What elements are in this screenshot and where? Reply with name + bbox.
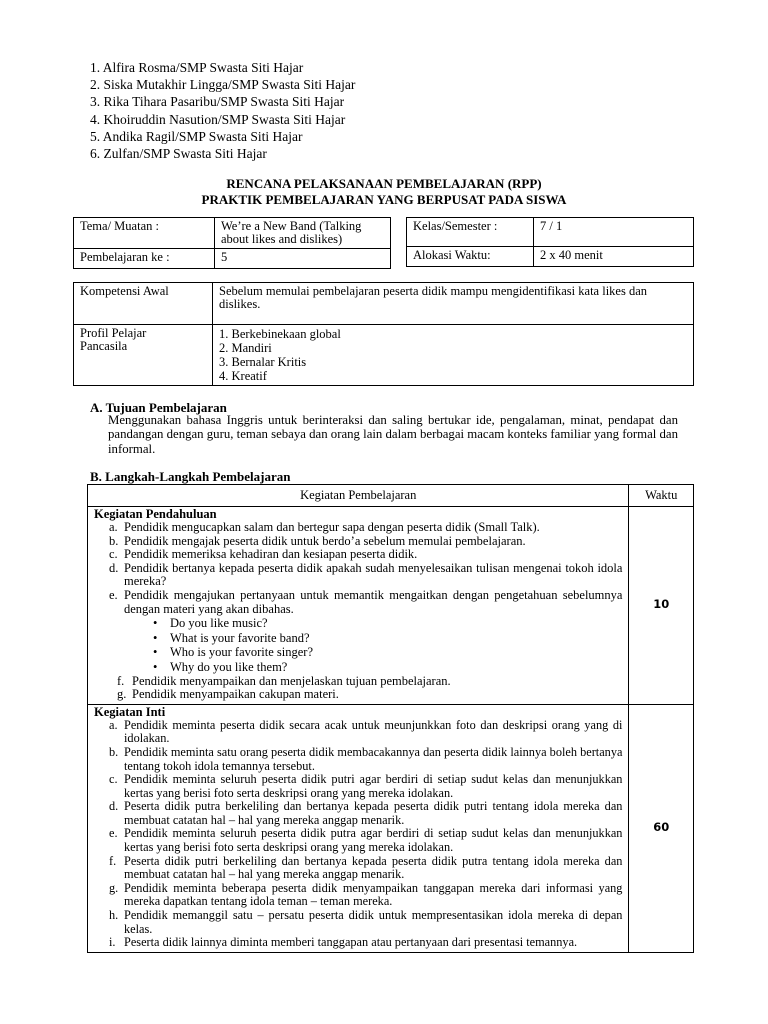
list-item: e. Pendidik mengajukan pertanyaan untuk memantik mengaitkan dengan pengetahuan sebelumnya dengan materi yang akan dibahas. bbox=[109, 587, 623, 616]
list-item: a. Pendidik mengucapkan salam dan bertegur sapa dengan peserta didik (Small Talk). bbox=[109, 520, 540, 534]
pendahuluan-list-end bbox=[102, 675, 622, 702]
question-item: • What is your favorite band? bbox=[94, 631, 622, 646]
alokasi-value: 2 x 40 menit bbox=[534, 247, 694, 267]
info-table-right bbox=[406, 217, 694, 267]
list-item: g. Pendidik menyampaikan cakupan materi. bbox=[117, 687, 339, 702]
section-b-heading: B. Langkah-Langkah Pembelajaran bbox=[90, 469, 291, 484]
profil-item: 3. Bernalar Kritis bbox=[219, 355, 307, 369]
list-item: h. Pendidik memanggil satu – persatu peserta didik untuk mempresentasikan idola mereka di depan kelas. bbox=[109, 908, 623, 936]
list-item: d. Pendidik bertanya kepada peserta didik apakah sudah menyelesaikan tulisan mengenai tokoh idola mereka? bbox=[109, 560, 623, 589]
list-item: f. Peserta didik putri berkeliling dan bertanya kepada peserta didik putra tentang idola mereka dan membuat catatan hal – hal yang mereka anggap menarik. bbox=[109, 853, 623, 882]
kompetensi-label: Kompetensi Awal bbox=[74, 283, 213, 325]
profil-label-line: Pancasila bbox=[80, 339, 128, 353]
section-a-body: Menggunakan bahasa Inggris untuk berinteraksi dan saling bertukar ide, pengalaman, minat, pendapat dan pandangan dengan guru, teman sebaya dan orang lain dalam berbagai macam konteks familiar yang formal dan informal. bbox=[108, 413, 678, 456]
author-item: 5. Andika Ragil/SMP Swasta Siti Hajar bbox=[90, 128, 303, 144]
profil-values bbox=[213, 325, 694, 386]
profil-item: 2. Mandiri bbox=[219, 341, 272, 355]
kompetensi-value: Sebelum memulai pembelajaran peserta didik mampu mengidentifikasi kata likes dan dislikes. bbox=[213, 283, 694, 325]
author-item: 2. Siska Mutakhir Lingga/SMP Swasta Siti Hajar bbox=[90, 77, 356, 93]
alokasi-label: Alokasi Waktu: bbox=[407, 247, 534, 267]
kelas-label: Kelas/Semester : bbox=[407, 218, 534, 247]
section-a-heading: A. Tujuan Pembelajaran bbox=[90, 400, 227, 415]
list-item: b. Pendidik mengajak peserta didik untuk berdo’a sebelum memulai pembelajaran. bbox=[109, 533, 526, 548]
pendahuluan-list bbox=[94, 521, 622, 616]
info-table-left bbox=[73, 217, 391, 269]
author-item: 4. Khoiruddin Nasution/SMP Swasta Siti Hajar bbox=[90, 111, 346, 127]
inti-list bbox=[94, 719, 622, 950]
list-item: e. Pendidik meminta seluruh peserta didik putra agar berdiri di setiap sudut kelas dan menunjukkan kertas yang berisi foto serta deskripsi orang yang mereka idolakan. bbox=[109, 826, 623, 855]
author-list bbox=[90, 59, 355, 162]
pendahuluan-cell bbox=[88, 507, 629, 705]
inti-cell bbox=[88, 704, 629, 952]
tema-label: Tema/ Muatan : bbox=[74, 218, 215, 249]
list-item: g. Pendidik meminta beberapa peserta didik menyampaikan tanggapan mereka dari informasi yang mereka dapatkan tentang idola teman – teman mereka. bbox=[109, 880, 623, 909]
col-time-header: Waktu bbox=[629, 485, 694, 507]
author-item: 3. Rika Tihara Pasaribu/SMP Swasta Siti Hajar bbox=[90, 94, 345, 110]
question-item: • Do you like music? bbox=[94, 616, 622, 631]
list-item: b. Pendidik meminta satu orang peserta didik membacakannya dan peserta didik lainnya boleh bertanya tentang tokoh idola temannya tersebut. bbox=[109, 744, 623, 773]
profil-item: 1. Berkebinekaan global bbox=[219, 327, 341, 341]
document-title: RENCANA PELAKSANAAN PEMBELAJARAN (RPP) bbox=[226, 176, 542, 191]
profil-label-line: Profil Pelajar bbox=[80, 326, 147, 340]
list-item: a. Pendidik meminta peserta didik secara acak untuk meunjunkkan foto dan deskripsi orang yang di idolakan. bbox=[109, 717, 623, 746]
steps-table bbox=[87, 484, 694, 953]
author-item: 1. Alfira Rosma/SMP Swasta Siti Hajar bbox=[90, 60, 304, 75]
inti-title: Kegiatan Inti bbox=[94, 704, 166, 719]
tema-value: We’re a New Band (Talking about likes and dislikes) bbox=[215, 218, 391, 249]
pembelajaran-value: 5 bbox=[215, 249, 391, 269]
profil-item: 4. Kreatif bbox=[219, 369, 267, 383]
list-item: c. Pendidik meminta seluruh peserta didik putri agar berdiri di setiap sudut kelas dan menunjukkan kertas yang berisi foto serta deskripsi orang yang mereka idolakan. bbox=[109, 772, 623, 800]
pendahuluan-title: Kegiatan Pendahuluan bbox=[94, 507, 217, 521]
kompetensi-table bbox=[73, 282, 694, 386]
pendahuluan-time: 10 bbox=[629, 507, 694, 705]
author-item: 6. Zulfan/SMP Swasta Siti Hajar bbox=[90, 146, 267, 162]
question-item: • Who is your favorite singer? bbox=[94, 645, 622, 660]
profil-label bbox=[74, 325, 213, 386]
col-activity-header: Kegiatan Pembelajaran bbox=[88, 485, 629, 507]
question-list bbox=[94, 616, 622, 674]
list-item: f. Pendidik menyampaikan dan menjelaskan tujuan pembelajaran. bbox=[117, 673, 451, 688]
kelas-value: 7 / 1 bbox=[534, 218, 694, 247]
document-subtitle: PRAKTIK PEMBELAJARAN YANG BERPUSAT PADA SISWA bbox=[201, 192, 567, 207]
inti-time: 60 bbox=[629, 704, 694, 952]
pembelajaran-label: Pembelajaran ke : bbox=[74, 249, 215, 269]
list-item: c. Pendidik memeriksa kehadiran dan kesiapan peserta didik. bbox=[109, 547, 418, 562]
list-item: i. Peserta didik lainnya diminta memberi tanggapan atau pertanyaan dari presentasi temannya. bbox=[109, 935, 578, 950]
question-item: • Why do you like them? bbox=[94, 660, 622, 675]
list-item: d. Peserta didik putra berkeliling dan bertanya kepada peserta didik putri tentang idola mereka dan membuat catatan hal – hal yang mereka anggap menarik. bbox=[109, 799, 623, 827]
